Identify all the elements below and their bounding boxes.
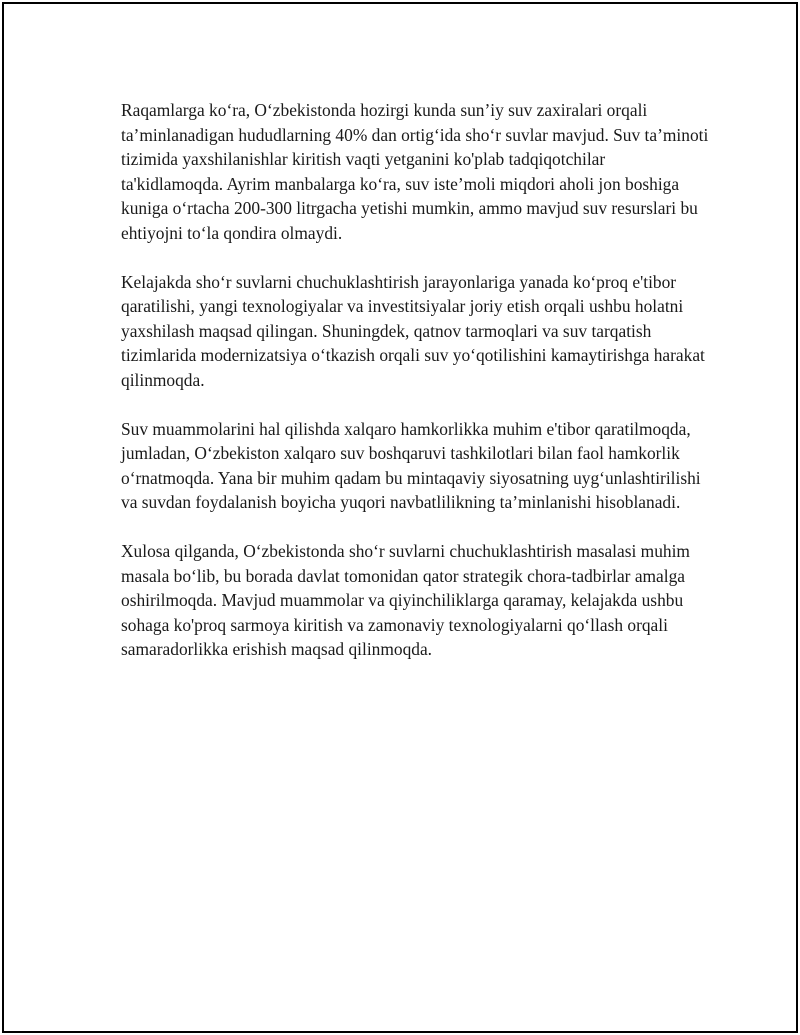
page-frame: [2, 2, 798, 1033]
paragraph-4: Xulosa qilganda, O‘zbekistonda sho‘r suvlarni chuchuklashtirish masalasi muhim masala bo‘lib, bu borada davlat tomonidan qator strategik chora-tadbirlar amalga oshirilmoqda. Mavjud muammolar va qiyinchiliklarga qaramay, kelajakda ushbu sohaga ko'proq sarmoya kiritish va zamonaviy texnologiyalarni qo‘llash orqali samaradorlikka erishish maqsad qilinmoqda.: [121, 541, 690, 659]
document-body: [121, 98, 711, 686]
paragraph-3: Suv muammolarini hal qilishda xalqaro hamkorlikka muhim e'tibor qaratilmoqda, jumladan, O‘zbekiston xalqaro suv boshqaruvi tashkilotlari bilan faol hamkorlik o‘rnatmoqda. Yana bir muhim qadam bu mintaqaviy siyosatning uyg‘unlashtirilishi va suvdan foydalanish boyicha yuqori navbatlilikning ta’minlanishi hisoblanadi.: [121, 418, 701, 512]
paragraph-2: Kelajakda sho‘r suvlarni chuchuklashtirish jarayonlariga yanada ko‘proq e'tibor qaratilishi, yangi texnologiyalar va investitsiyalar joriy etish orqali ushbu holatni yaxshilash maqsad qilingan. Shuningdek, qatnov tarmoqlari va suv tarqatish tizimlarida modernizatsiya o‘tkazish orqali suv yo‘qotilishini kamaytirishga harakat qilinmoqda.: [121, 271, 705, 390]
paragraph-1: Raqamlarga ko‘ra, O‘zbekistonda hozirgi kunda sun’iy suv zaxiralari orqali ta’minlanadigan hududlarning 40% dan ortig‘ida sho‘r suvlar mavjud. Suv ta’minoti tizimida yaxshilanishlar kiritish vaqti yetganini ko'plab tadqiqotchilar ta'kidlamoqda. Ayrim manbalarga ko‘ra, suv iste’moli miqdori aholi jon boshiga kuniga o‘rtacha 200-300 litrgacha yetishi mumkin, ammo mavjud suv resurslari bu ehtiyojni to‘la qondira olmaydi.: [121, 100, 709, 243]
